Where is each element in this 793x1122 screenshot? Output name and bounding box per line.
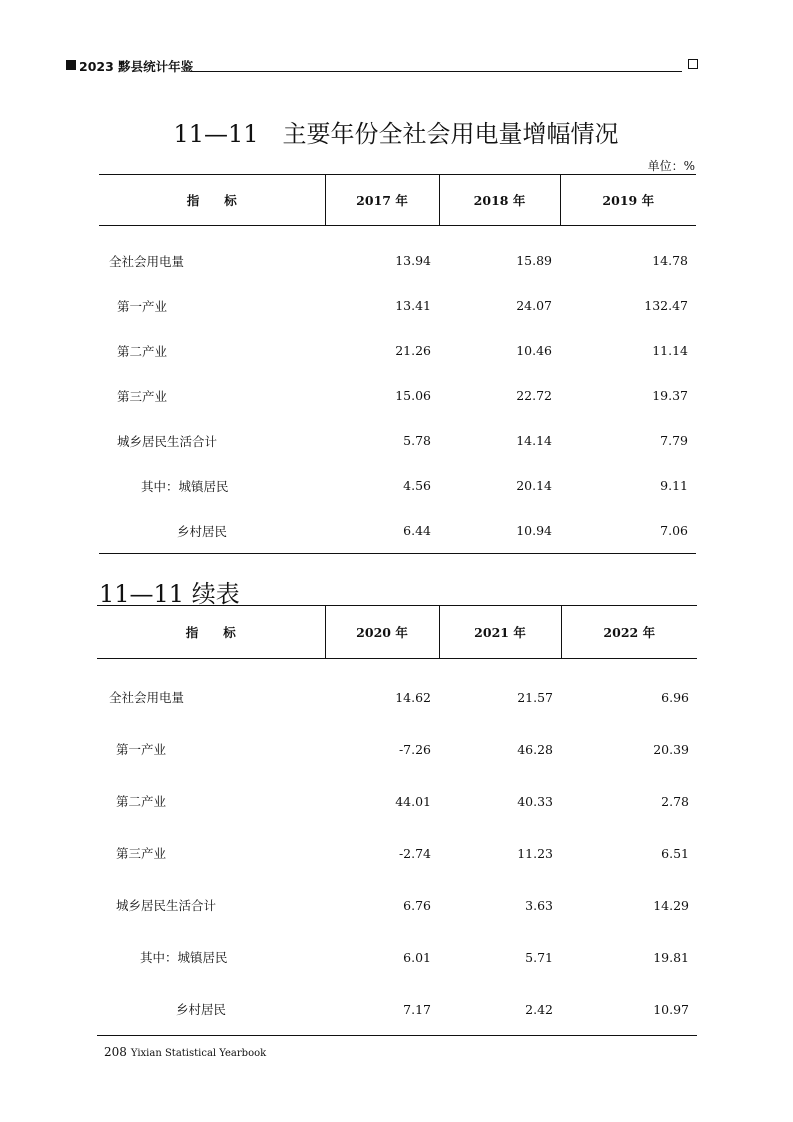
table-row [97,775,697,827]
cell-value: 24.07 [516,298,552,313]
cell-value: 15.89 [516,253,552,268]
header-box-icon [688,59,698,69]
cell-value: 13.94 [395,253,431,268]
cell-value: 11.14 [652,343,688,358]
cell-value: 19.81 [653,949,689,965]
header-year: 2020 年 [325,606,439,659]
header-square-icon [66,60,76,70]
table-main [99,174,696,554]
cell-value: 2.42 [525,1001,553,1017]
header-indicator: 指 标 [97,606,325,659]
cell-value: 3.63 [525,897,553,913]
cell-value: -2.74 [398,845,431,861]
table-row [97,983,697,1036]
unit-label: 单位：% [647,159,695,173]
header-year: 2017 年 [325,175,439,226]
header-year: 2022 年 [561,606,697,659]
row-label: 乡村居民 [177,523,228,539]
cell-value: 2.78 [661,793,689,809]
cell-value: 9.11 [660,478,688,493]
cell-value: 14.14 [516,433,552,448]
row-label: 其中：城镇居民 [140,950,228,965]
cell-value: 10.94 [516,523,552,538]
cell-value: 40.33 [517,793,553,809]
cell-value: 14.29 [653,897,689,913]
table-row [99,283,696,328]
cell-value: 21.57 [517,689,553,705]
cell-value: 15.06 [395,388,431,403]
cell-value: 7.06 [660,523,688,538]
cell-value: 13.41 [395,298,431,313]
cell-value: 7.79 [660,433,688,448]
header-indicator: 指 标 [99,175,325,226]
table-title: 11—11 主要年份全社会用电量增幅情况 [173,120,619,148]
cell-value: 10.46 [516,343,552,358]
table-row [99,328,696,373]
cell-value: -7.26 [398,741,431,757]
running-header [66,58,698,74]
table-row [99,463,696,508]
row-label: 第三产业 [117,388,168,404]
row-label: 第一产业 [116,742,167,757]
row-label: 城乡居民生活合计 [116,898,217,913]
row-label: 全社会用电量 [109,253,185,269]
continued-title: 11—11 续表 [99,580,240,608]
row-label: 全社会用电量 [109,690,185,705]
footer-text: Yixian Statistical Yearbook [130,1048,267,1059]
cell-value: 6.76 [403,897,431,913]
table-row [99,508,696,554]
row-label: 第三产业 [116,846,167,861]
row-label: 第一产业 [117,298,168,314]
table-row [97,931,697,983]
cell-value: 7.17 [403,1001,431,1017]
cell-value: 14.62 [395,689,431,705]
cell-value: 22.72 [516,388,552,403]
cell-value: 5.78 [403,433,431,448]
cell-value: 14.78 [652,253,688,268]
cell-value: 6.44 [403,523,431,538]
table-row [97,827,697,879]
table-header-row [97,606,697,659]
cell-value: 46.28 [517,741,553,757]
table-header-row [99,175,696,226]
row-label: 乡村居民 [176,1002,227,1017]
cell-value: 10.97 [653,1001,689,1017]
header-year: 2021 年 [439,606,561,659]
header-rule [190,71,682,72]
cell-value: 132.47 [644,298,688,313]
table-row [99,373,696,418]
cell-value: 5.71 [525,949,553,965]
header-year: 2018 年 [439,175,560,226]
table-continued [97,605,697,1036]
row-label: 第二产业 [116,794,167,809]
page-footer [104,1045,266,1059]
row-label: 第二产业 [117,343,168,359]
cell-value: 6.51 [661,845,689,861]
cell-value: 19.37 [652,388,688,403]
cell-value: 44.01 [395,793,431,809]
cell-value: 4.56 [403,478,431,493]
cell-value: 11.23 [517,845,553,861]
table-row [97,879,697,931]
row-label: 其中：城镇居民 [141,478,229,494]
cell-value: 6.01 [403,949,431,965]
cell-value: 21.26 [395,343,431,358]
table-row [97,659,697,724]
cell-value: 20.39 [653,741,689,757]
table-row [97,723,697,775]
cell-value: 20.14 [516,478,552,493]
header-year: 2019 年 [560,175,696,226]
table-row [99,418,696,463]
table-row [99,226,696,284]
header-title: 2023 黟县统计年鉴 [79,59,194,74]
row-label: 城乡居民生活合计 [117,433,218,449]
page-number: 208 [104,1045,127,1059]
cell-value: 6.96 [661,689,689,705]
